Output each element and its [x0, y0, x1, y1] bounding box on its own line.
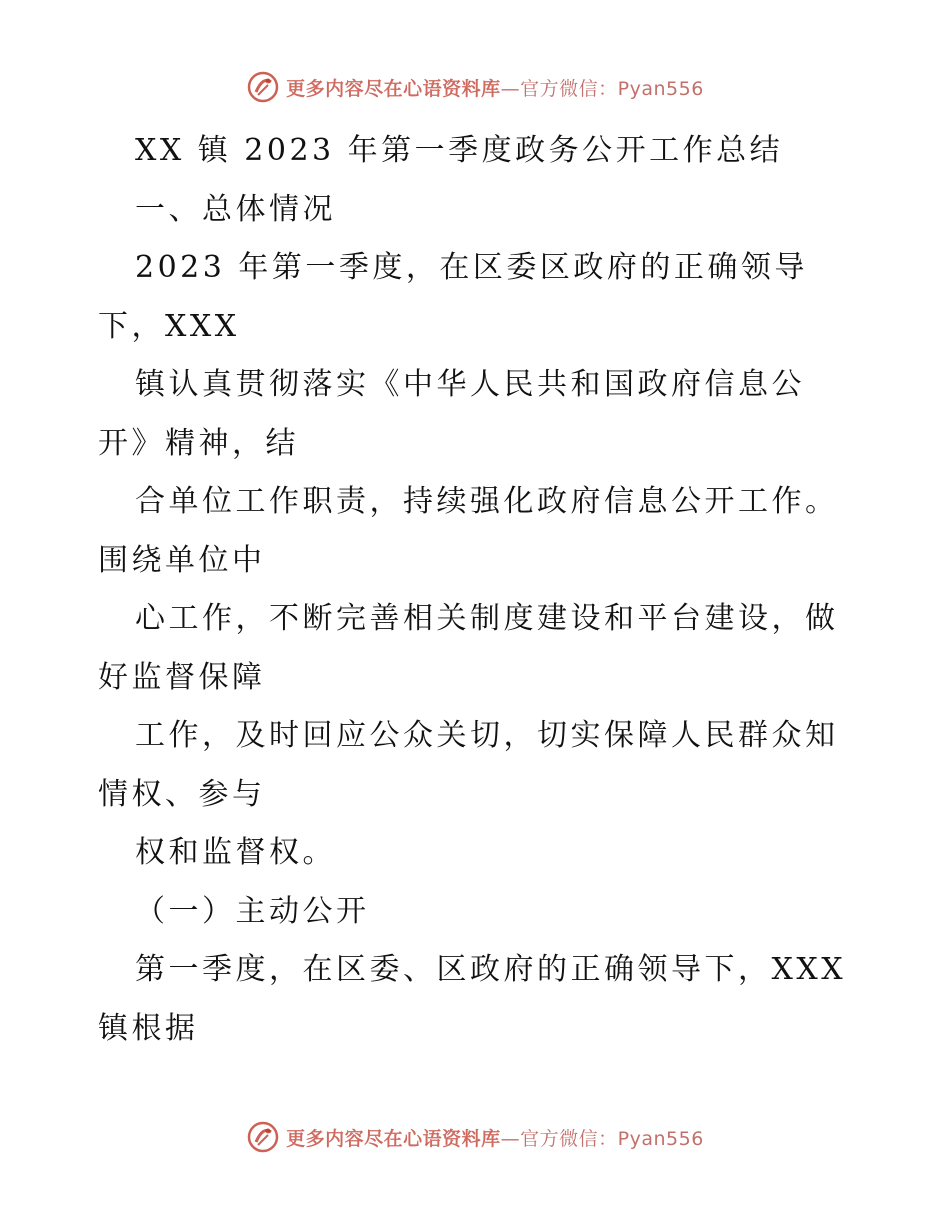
paragraph-line: 情权、参与 [98, 776, 266, 812]
paragraph-line: 心工作，不断完善相关制度建设和平台建设，做 [135, 601, 839, 636]
watermark-contact: 官方微信：Pyan556 [520, 77, 704, 100]
paragraph-line: 2023 年第一季度，在区委区政府的正确领导 [135, 250, 808, 285]
paragraph-line: 工作，及时回应公众关切，切实保障人民群众知 [135, 718, 839, 753]
paragraph-line: 一、总体情况 [135, 191, 336, 227]
seal-logo-icon [246, 70, 280, 104]
paragraph-line: 第一季度，在区委、区政府的正确领导下，XXX [135, 952, 847, 987]
paragraph-line: 权和监督权。 [135, 835, 336, 870]
paragraph-line: （一）主动公开 [135, 893, 370, 929]
watermark-text [286, 1124, 704, 1151]
paragraph-line: 镇认真贯彻落实《中华人民共和国政府信息公 [135, 367, 805, 402]
watermark-contact: 官方微信：Pyan556 [520, 1127, 704, 1150]
watermark-text [286, 74, 704, 101]
watermark-dash: — [500, 1127, 521, 1150]
watermark-main-text: 更多内容尽在心语资料库 [286, 77, 501, 100]
paragraph-line: 镇根据 [98, 1010, 199, 1046]
watermark-dash: — [500, 77, 521, 100]
paragraph-line: 开》精神，结 [98, 425, 299, 461]
header-watermark [0, 70, 950, 104]
paragraph-line: 围绕单位中 [98, 542, 266, 578]
footer-watermark [0, 1120, 950, 1154]
paragraph-line: 好监督保障 [98, 659, 266, 695]
watermark-main-text: 更多内容尽在心语资料库 [286, 1127, 501, 1150]
seal-logo-icon [246, 1120, 280, 1154]
paragraph-line: 下，XXX [98, 308, 240, 344]
document-title: XX 镇 2023 年第一季度政务公开工作总结 [135, 133, 784, 168]
document-body [98, 122, 858, 1058]
paragraph-line: 合单位工作职责，持续强化政府信息公开工作。 [135, 484, 839, 519]
